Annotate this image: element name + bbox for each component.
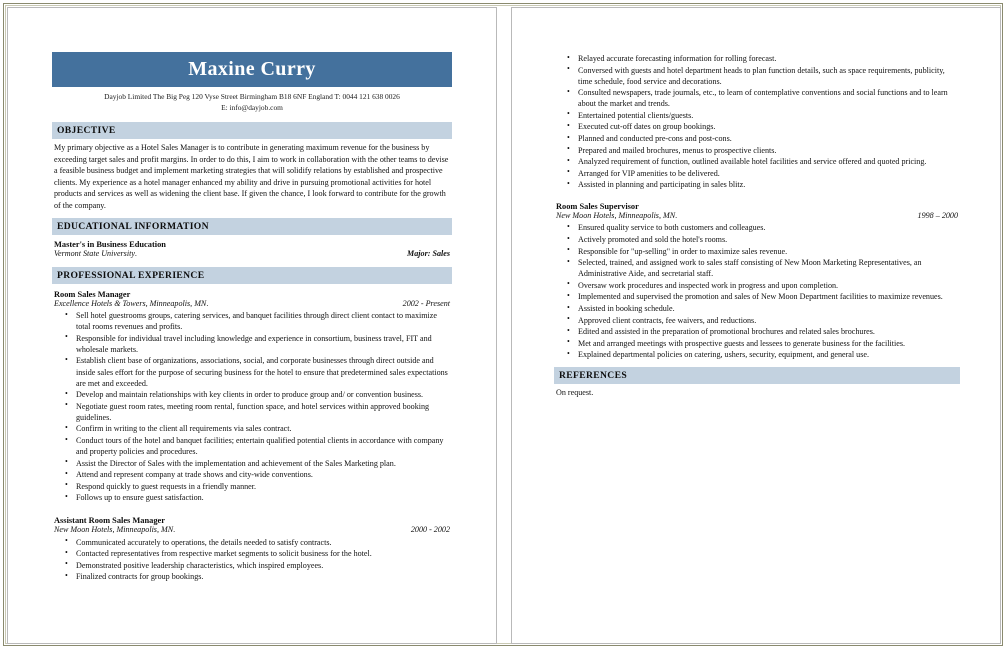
- list-item: • Negotiate guest room rates, meeting room rental, function space, and hotel services within approved booking guidelines.: [76, 401, 452, 423]
- list-item: • Conversed with guests and hotel department heads to plan function details, such as space requirements, publicity, time schedule, food service and decorations.: [578, 65, 960, 87]
- list-item: • Respond quickly to guest requests in a friendly manner.: [76, 481, 452, 492]
- list-item: • Establish client base of organizations, associations, social, and corporate businesses through direct outside and inside sales effort for the purpose of securing business for the hotel to ensure that predetermined sales expectations are met and exceeded.: [76, 355, 452, 388]
- leader-dots: .: [206, 298, 209, 308]
- list-item: • Attend and represent company at trade shows and city-wide conventions.: [76, 469, 452, 480]
- job-bullets-list: [554, 222, 960, 360]
- education-institution-row: [52, 249, 452, 260]
- list-item: • Follows up to ensure guest satisfaction.: [76, 492, 452, 503]
- contact-block: [52, 87, 452, 115]
- list-item: • Selected, trained, and assigned work to sales staff consisting of New Moon Marketing Representatives, an Administrative Aide, and secretarial staff.: [578, 257, 960, 279]
- job-employer-row: [554, 211, 960, 222]
- job-employer: Excellence Hotels & Towers, Minneapolis, MN: [54, 298, 207, 308]
- job-title: Assistant Room Sales Manager: [54, 515, 165, 525]
- education-degree: Master's in Business Education: [54, 240, 166, 250]
- list-item: • Responsible for "up-selling" in order to maximize sales revenue.: [578, 246, 960, 257]
- list-item: • Prepared and mailed brochures, menus to prospective clients.: [578, 145, 960, 156]
- job-dates: 1998 – 2000: [917, 210, 958, 220]
- leader-dots: .: [134, 249, 137, 259]
- list-item: • Planned and conducted pre-cons and post-cons.: [578, 133, 960, 144]
- list-item: • Assist the Director of Sales with the implementation and achievement of the Sales Marketing plan.: [76, 458, 452, 469]
- list-item: • Contacted representatives from respective market segments to solicit business for the hotel.: [76, 548, 452, 559]
- section-header-education: EDUCATIONAL INFORMATION: [52, 218, 452, 235]
- education-major: Major: Sales: [407, 249, 450, 259]
- resume-pages-container: [7, 7, 1001, 644]
- leader-dots: .: [173, 524, 176, 534]
- list-item: • Sell hotel guestrooms groups, catering services, and banquet facilities through direct client contact to maximize total rooms revenues and profits.: [76, 310, 452, 332]
- list-item: • Responsible for individual travel including knowledge and experience in consortium, business travel, FIT and wholesale markets.: [76, 333, 452, 355]
- job-dates: 2000 - 2002: [410, 524, 450, 534]
- list-item: • Relayed accurate forecasting information for rolling forecast.: [578, 53, 960, 64]
- job-employer-row: [52, 299, 452, 310]
- section-header-references: REFERENCES: [554, 367, 960, 384]
- section-header-experience: PROFESSIONAL EXPERIENCE: [52, 267, 452, 284]
- spacer: [554, 191, 960, 202]
- resume-page-1: [7, 7, 497, 644]
- leader-dots: .: [675, 210, 678, 220]
- list-item: • Finalized contracts for group bookings.: [76, 571, 452, 582]
- job-title: Room Sales Manager: [54, 289, 131, 299]
- list-item: • Met and arranged meetings with prospective guests and lessees to generate business for the facilities.: [578, 338, 960, 349]
- list-item: • Explained departmental policies on catering, ushers, security, equipment, and general use.: [578, 349, 960, 360]
- list-item: • Oversaw work procedures and inspected work in progress and upon completion.: [578, 280, 960, 291]
- job-employer: New Moon Hotels, Minneapolis, MN: [556, 210, 676, 220]
- job-entry-assistant-room-sales-manager: [52, 510, 452, 582]
- contact-email: E: info@dayjob.com: [221, 103, 283, 113]
- contact-address: Dayjob Limited The Big Peg 120 Vyse Street Birmingham B18 6NF England T: 0044 121 638 0026: [104, 92, 400, 101]
- list-item: • Confirm in writing to the client all requirements via sales contract.: [76, 423, 452, 434]
- list-item: • Analyzed requirement of function, outlined available hotel facilities and service offered and quoted pricing.: [578, 156, 960, 167]
- job-employer-row: [52, 525, 452, 536]
- references-text: On request.: [556, 388, 594, 398]
- list-item: • Assisted in booking schedule.: [578, 303, 960, 314]
- job-bullets-list: [52, 537, 452, 583]
- job-entry-room-sales-supervisor: [554, 202, 960, 360]
- list-item: • Edited and assisted in the preparation of promotional brochures and related sales brochures.: [578, 326, 960, 337]
- job-entry-room-sales-manager: [52, 284, 452, 504]
- list-item: • Assisted in planning and participating in sales blitz.: [578, 179, 960, 190]
- list-item: • Conduct tours of the hotel and banquet facilities; entertain qualified potential clients in accordance with company and property policies and procedures.: [76, 435, 452, 457]
- job-employer: New Moon Hotels, Minneapolis, MN: [54, 524, 174, 534]
- list-item: • Demonstrated positive leadership characteristics, which inspired employees.: [76, 560, 452, 571]
- list-item: • Actively promoted and sold the hotel's rooms.: [578, 234, 960, 245]
- job-dates: 2002 - Present: [402, 298, 450, 308]
- education-institution: Vermont State University: [54, 249, 135, 259]
- list-item: • Ensured quality service to both customers and colleagues.: [578, 222, 960, 233]
- section-header-objective: OBJECTIVE: [52, 122, 452, 139]
- list-item: • Communicated accurately to operations, the details needed to satisfy contracts.: [76, 537, 452, 548]
- name-banner: [52, 52, 452, 87]
- list-item: • Arranged for VIP amenities to be delivered.: [578, 168, 960, 179]
- continued-bullets-list: [554, 53, 960, 190]
- list-item: • Implemented and supervised the promotion and sales of New Moon Department facilities to maximize revenues.: [578, 291, 960, 302]
- job-title: Room Sales Supervisor: [556, 201, 639, 211]
- list-item: • Consulted newspapers, trade journals, etc., to learn of contemplative conventions and social functions and to learn about the market and trends.: [578, 87, 960, 109]
- list-item: • Entertained potential clients/guests.: [578, 110, 960, 121]
- resume-page-2: [511, 7, 1001, 644]
- objective-text: My primary objective as a Hotel Sales Manager is to contribute in generating maximum revenue for the business by exceeding target sales and profit margins. In order to do this, I aim to work in collaboration with the other teams to devise a feasible business budget and implement marketing strategies that will solidify relations by established and prospective clients. My experience as a hotel manager enhanced my ability and drive in pursuing promotional activities for hotel products and services as well as widening the client base. If given the chance, I look forward to contribute for the growth of the company.: [54, 143, 449, 210]
- list-item: • Develop and maintain relationships with key clients in order to produce group and/ or convention business.: [76, 389, 452, 400]
- list-item: • Executed cut-off dates on group bookings.: [578, 121, 960, 132]
- job-bullets-list: [52, 310, 452, 503]
- list-item: • Approved client contracts, fee waivers, and reductions.: [578, 315, 960, 326]
- page-title: Maxine Curry: [188, 58, 316, 80]
